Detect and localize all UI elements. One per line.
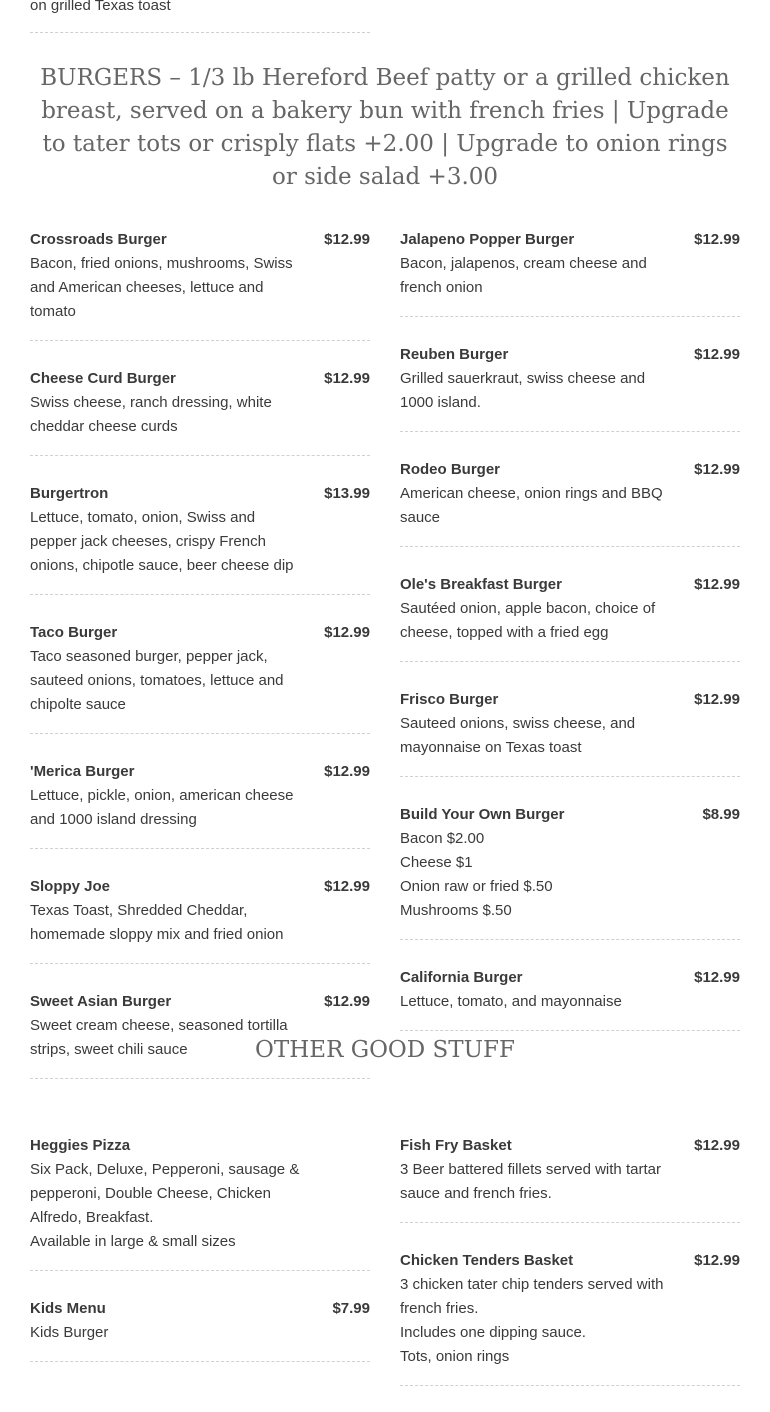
menu-item-description (30, 1321, 300, 1345)
menu-item-description: Grilled sauerkraut, swiss cheese and 1000 island. (400, 370, 646, 411)
menu-item-price: $13.99 (324, 485, 370, 502)
menu-item (30, 875, 370, 964)
menu-item (30, 228, 370, 341)
menu-item-name: Cheese Curd Burger (30, 370, 176, 387)
menu-item (30, 760, 370, 849)
divider (30, 32, 370, 33)
menu-item (30, 482, 370, 595)
menu-item-price: $12.99 (324, 763, 370, 780)
menu-item-name: Rodeo Burger (400, 461, 501, 478)
menu-item-description: Sautéed onion, apple bacon, choice of cheese, topped with a fried egg (400, 600, 656, 641)
menu-item (400, 458, 740, 547)
menu-item-name: Crossroads Burger (30, 231, 167, 248)
menu-item-description: Lettuce, pickle, onion, american cheese and 1000 island dressing (30, 787, 294, 828)
burgers-section-heading: BURGERS – 1/3 lb Hereford Beef patty or a grilled chicken breast, served on a bakery bun with french fries | Upgrade to tater tots or crisply flats +2.00 | Upgrade to onion rings or side salad +3.00 (40, 65, 730, 190)
menu-item-description-line: Mushrooms $.50 (400, 902, 512, 919)
menu-item (30, 1297, 370, 1362)
menu-item-price: $12.99 (694, 691, 740, 708)
menu-item (30, 1134, 370, 1271)
menu-item-name: California Burger (400, 969, 523, 986)
menu-item-price: $7.99 (332, 1300, 370, 1317)
menu-item (400, 966, 740, 1031)
burgers-left-column (30, 228, 370, 1105)
menu-item-description: Bacon, fried onions, mushrooms, Swiss and American cheeses, lettuce and tomato (30, 255, 293, 320)
menu-item-name: Sloppy Joe (30, 878, 111, 895)
menu-item-description-line: Kids Burger (30, 1324, 109, 1341)
menu-item-price: $12.99 (324, 624, 370, 641)
menu-item-name: Heggies Pizza (30, 1137, 131, 1154)
menu-item (400, 1134, 740, 1223)
menu-item-description (400, 1273, 670, 1369)
menu-item-description: Lettuce, tomato, and mayonnaise (400, 993, 622, 1010)
menu-item (400, 573, 740, 662)
menu-item (400, 1249, 740, 1386)
menu-item-name: Ole's Breakfast Burger (400, 576, 562, 593)
menu-item-price: $12.99 (694, 461, 740, 478)
menu-item-price: $12.99 (324, 993, 370, 1010)
menu-item-price: $12.99 (694, 969, 740, 986)
menu-item-name: Build Your Own Burger (400, 806, 565, 823)
menu-item-price: $12.99 (694, 346, 740, 363)
menu-item-name: Chicken Tenders Basket (400, 1252, 574, 1269)
menu-item-name: Kids Menu (30, 1300, 106, 1317)
menu-item-price: $12.99 (324, 878, 370, 895)
menu-item (400, 803, 740, 940)
menu-item-description-line: Includes one dipping sauce. (400, 1324, 586, 1341)
menu-item-description (400, 827, 670, 923)
menu-item (30, 621, 370, 734)
menu-item (30, 367, 370, 456)
menu-item-price: $12.99 (324, 370, 370, 387)
top-item-description: on grilled Texas toast (30, 0, 171, 14)
menu-item-description-line: Onion raw or fried $.50 (400, 878, 553, 895)
menu-item-description-line: 3 chicken tater chip tenders served with french fries. (400, 1276, 664, 1317)
menu-item-price: $8.99 (702, 806, 740, 823)
menu-item-description-line: Six Pack, Deluxe, Pepperoni, sausage & pepperoni, Double Cheese, Chicken Alfredo, Breakfast. (30, 1161, 300, 1226)
menu-item-name: 'Merica Burger (30, 763, 135, 780)
menu-item (400, 688, 740, 777)
menu-item-description-line: Available in large & small sizes (30, 1233, 236, 1250)
menu-item-description: Swiss cheese, ranch dressing, white cheddar cheese curds (30, 394, 272, 435)
menu-item-price: $12.99 (694, 1137, 740, 1154)
menu-item-price: $12.99 (324, 231, 370, 248)
other-section-heading: OTHER GOOD STUFF (255, 1037, 515, 1063)
menu-item-description: Taco seasoned burger, pepper jack, sauteed onions, tomatoes, lettuce and chipolte sauce (30, 648, 284, 713)
burgers-right-column (400, 228, 740, 1057)
menu-item-description: Sauteed onions, swiss cheese, and mayonnaise on Texas toast (400, 715, 636, 756)
other-left-column (30, 1134, 370, 1388)
menu-item-description: Sweet cream cheese, seasoned tortilla strips, sweet chili sauce (30, 1017, 288, 1058)
menu-item-name: Jalapeno Popper Burger (400, 231, 575, 248)
menu-item (400, 343, 740, 432)
menu-item-name: Reuben Burger (400, 346, 509, 363)
menu-item-name: Taco Burger (30, 624, 118, 641)
menu-item-description-line: Tots, onion rings (400, 1348, 510, 1365)
menu-item-description-line: Cheese $1 (400, 854, 473, 871)
menu-item-description: Lettuce, tomato, onion, Swiss and pepper jack cheeses, crispy French onions, chipotle sauce, beer cheese dip (30, 509, 294, 574)
menu-item-name: Fish Fry Basket (400, 1137, 512, 1154)
menu-item-description: Bacon, jalapenos, cream cheese and french onion (400, 255, 647, 296)
menu-item-description: American cheese, onion rings and BBQ sauce (400, 485, 663, 526)
menu-item-name: Sweet Asian Burger (30, 993, 172, 1010)
menu-item-name: Burgertron (30, 485, 109, 502)
menu-item-price: $12.99 (694, 576, 740, 593)
menu-item-description: 3 Beer battered fillets served with tartar sauce and french fries. (400, 1161, 661, 1202)
menu-item (400, 228, 740, 317)
other-right-column (400, 1134, 740, 1412)
menu-item-description: Texas Toast, Shredded Cheddar, homemade sloppy mix and fried onion (30, 902, 284, 943)
menu-item-description-line: Bacon $2.00 (400, 830, 485, 847)
menu-item-price: $12.99 (694, 231, 740, 248)
menu-item-name: Frisco Burger (400, 691, 499, 708)
menu-item-price: $12.99 (694, 1252, 740, 1269)
menu-item-description (30, 1158, 300, 1254)
